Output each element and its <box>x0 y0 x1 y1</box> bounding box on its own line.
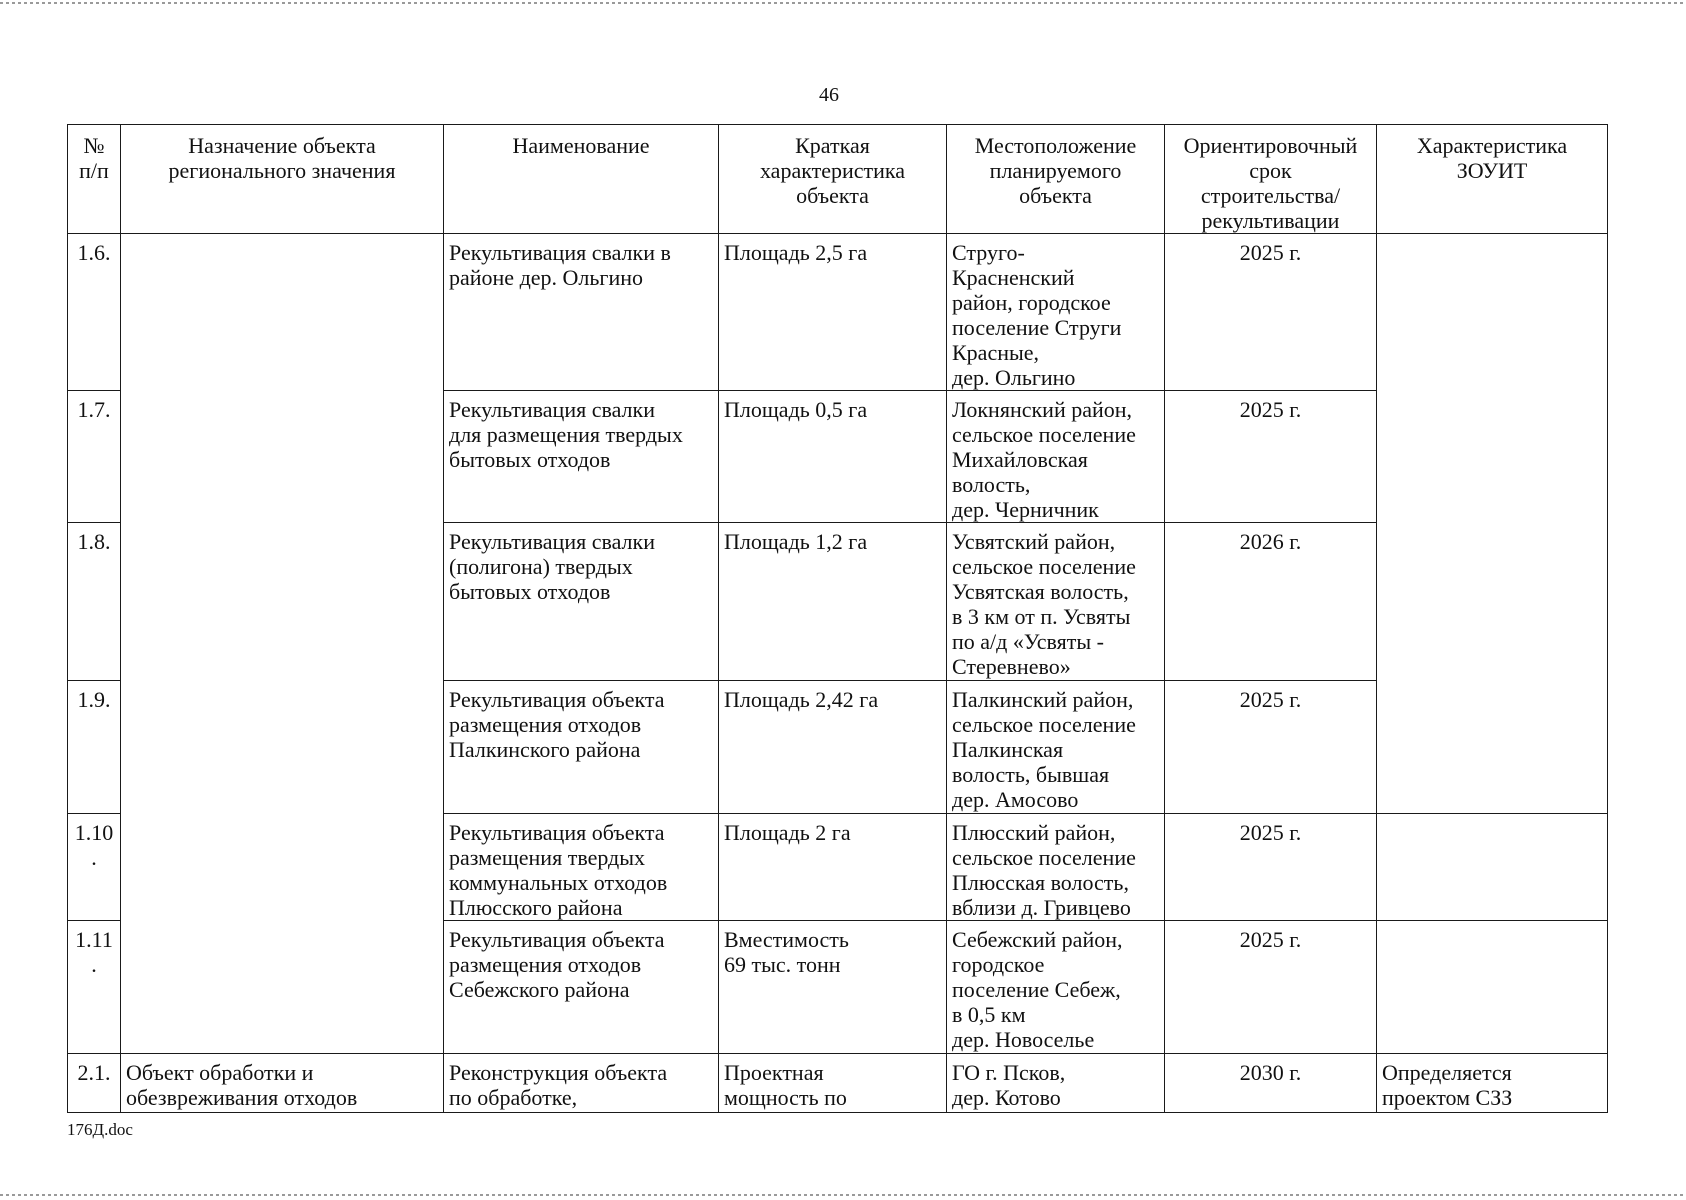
row-term: 2025 г. <box>1165 234 1377 391</box>
header-num-line: № <box>83 133 105 158</box>
table-row <box>68 234 1608 391</box>
page-number: 46 <box>819 84 839 106</box>
header-term-line: срок <box>1249 158 1292 183</box>
row-name <box>444 391 719 523</box>
row-name <box>444 681 719 814</box>
name-line: Рекультивация объекта <box>449 927 665 952</box>
header-location <box>947 125 1165 234</box>
name-line: Рекультивация объекта <box>449 820 665 845</box>
row-num: 1.6. <box>68 234 121 391</box>
row-name <box>444 921 719 1054</box>
location-line: район, городское <box>952 290 1111 315</box>
row-num: 2.1. <box>68 1054 121 1113</box>
name-line: Рекультивация свалки <box>449 397 655 422</box>
brief-line: Проектная <box>724 1060 824 1085</box>
name-line: размещения твердых <box>449 845 646 870</box>
location-line: сельское поселение <box>952 422 1136 447</box>
row-name <box>444 814 719 921</box>
name-line: коммунальных отходов <box>449 870 668 895</box>
location-line: Красные, <box>952 340 1040 365</box>
row-brief <box>719 921 947 1054</box>
location-line: дер. Котово <box>952 1085 1061 1110</box>
table-header-row <box>68 125 1608 234</box>
name-line: Рекультивация свалки <box>449 529 655 554</box>
header-term-line: рекультивации <box>1201 208 1340 233</box>
location-line: поселение Струги <box>952 315 1122 340</box>
row-location <box>947 681 1165 814</box>
header-zouit-line: ЗОУИТ <box>1456 158 1528 183</box>
header-location-line: объекта <box>1019 183 1092 208</box>
table-row <box>68 1054 1608 1113</box>
name-line: Рекультивация объекта <box>449 687 665 712</box>
row-term: 2025 г. <box>1165 391 1377 523</box>
location-line: Палкинский район, <box>952 687 1134 712</box>
purpose-cell-merged <box>121 234 444 1054</box>
footer-file-name: 176Д.doc <box>67 1120 133 1139</box>
location-line: в 0,5 км <box>952 1002 1026 1027</box>
name-line: для размещения твердых <box>449 422 683 447</box>
location-line: Усвятская волость, <box>952 579 1129 604</box>
row-brief <box>719 681 947 814</box>
brief-line: Площадь 2,5 га <box>724 240 868 265</box>
row-location <box>947 234 1165 391</box>
name-line: бытовых отходов <box>449 579 611 604</box>
row-name <box>444 1054 719 1113</box>
header-brief-line: объекта <box>796 183 869 208</box>
row-name <box>444 523 719 681</box>
location-line: сельское поселение <box>952 845 1136 870</box>
header-purpose-line: Назначение объекта <box>188 133 376 158</box>
row-purpose <box>121 1054 444 1113</box>
row-term: 2030 г. <box>1165 1054 1377 1113</box>
location-line: Локнянский район, <box>952 397 1133 422</box>
location-line: Плюсская волость, <box>952 870 1129 895</box>
row-num: 1.10. <box>68 814 121 921</box>
brief-line: Вместимость <box>724 927 849 952</box>
header-purpose-line: регионального значения <box>168 158 396 183</box>
header-name-line: Наименование <box>512 133 650 158</box>
row-term: 2025 г. <box>1165 921 1377 1054</box>
row-location <box>947 523 1165 681</box>
row-term: 2026 г. <box>1165 523 1377 681</box>
scan-edge-top <box>0 2 1686 4</box>
row-brief <box>719 234 947 391</box>
row-num: 1.7. <box>68 391 121 523</box>
row-zouit <box>1377 921 1608 1054</box>
row-num: 1.11. <box>68 921 121 1054</box>
name-line: размещения отходов <box>449 712 642 737</box>
name-line: Рекультивация свалки в <box>449 240 671 265</box>
brief-line: 69 тыс. тонн <box>724 952 841 977</box>
row-zouit <box>1377 814 1608 921</box>
brief-line: мощность по <box>724 1085 847 1110</box>
header-brief-line: характеристика <box>759 158 906 183</box>
location-line: волость, бывшая <box>952 762 1110 787</box>
zouit-line: Определяется <box>1382 1060 1512 1085</box>
row-location <box>947 1054 1165 1113</box>
location-line: волость, <box>952 472 1031 497</box>
header-term <box>1165 125 1377 234</box>
header-name <box>444 125 719 234</box>
location-line: Стеревнево» <box>952 654 1071 679</box>
row-brief <box>719 1054 947 1113</box>
location-line: Себежский район, <box>952 927 1123 952</box>
location-line: по а/д «Усвяты - <box>952 629 1104 654</box>
row-location <box>947 921 1165 1054</box>
row-num: 1.9. <box>68 681 121 814</box>
row-brief <box>719 523 947 681</box>
row-term: 2025 г. <box>1165 681 1377 814</box>
header-term-line: строительства/ <box>1200 183 1341 208</box>
objects-table <box>67 124 1608 1113</box>
zouit-line: проектом СЗЗ <box>1382 1085 1513 1110</box>
name-line: Реконструкция объекта <box>449 1060 668 1085</box>
brief-line: Площадь 1,2 га <box>724 529 868 554</box>
location-line: Михайловская <box>952 447 1088 472</box>
header-brief <box>719 125 947 234</box>
name-line: размещения отходов <box>449 952 642 977</box>
brief-line: Площадь 0,5 га <box>724 397 868 422</box>
location-line: дер. Амосово <box>952 787 1079 812</box>
row-term: 2025 г. <box>1165 814 1377 921</box>
row-location <box>947 391 1165 523</box>
location-line: Струго- <box>952 240 1025 265</box>
row-num: 1.8. <box>68 523 121 681</box>
location-line: поселение Себеж, <box>952 977 1121 1002</box>
location-line: Плюсский район, <box>952 820 1116 845</box>
location-line: вблизи д. Гривцево <box>952 895 1131 920</box>
header-zouit <box>1377 125 1608 234</box>
header-location-line: планируемого <box>989 158 1122 183</box>
row-location <box>947 814 1165 921</box>
brief-line: Площадь 2,42 га <box>724 687 879 712</box>
location-line: дер. Новоселье <box>952 1027 1095 1052</box>
scan-edge-bottom <box>0 1194 1686 1196</box>
name-line: Себежского района <box>449 977 630 1002</box>
location-line: Красненский <box>952 265 1075 290</box>
name-line: Палкинского района <box>449 737 641 762</box>
purpose-line: обезвреживания отходов <box>126 1085 358 1110</box>
row-brief <box>719 814 947 921</box>
zouit-cell-merged <box>1377 234 1608 814</box>
header-purpose <box>121 125 444 234</box>
header-location-line: Местоположение <box>974 133 1137 158</box>
name-line: Плюсского района <box>449 895 623 920</box>
location-line: дер. Черничник <box>952 497 1099 522</box>
header-num-line: п/п <box>79 158 109 183</box>
location-line: сельское поселение <box>952 554 1136 579</box>
location-line: в 3 км от п. Усвяты <box>952 604 1131 629</box>
location-line: городское <box>952 952 1045 977</box>
name-line: бытовых отходов <box>449 447 611 472</box>
row-name <box>444 234 719 391</box>
row-brief <box>719 391 947 523</box>
header-term-line: Ориентировочный <box>1183 133 1358 158</box>
location-line: дер. Ольгино <box>952 365 1076 390</box>
header-num <box>68 125 121 234</box>
location-line: ГО г. Псков, <box>952 1060 1066 1085</box>
row-zouit <box>1377 1054 1608 1113</box>
brief-line: Площадь 2 га <box>724 820 851 845</box>
purpose-line: Объект обработки и <box>126 1060 314 1085</box>
header-zouit-line: Характеристика <box>1416 133 1568 158</box>
name-line: по обработке, <box>449 1085 578 1110</box>
location-line: Усвятский район, <box>952 529 1116 554</box>
header-brief-line: Краткая <box>795 133 870 158</box>
location-line: сельское поселение <box>952 712 1136 737</box>
name-line: районе дер. Ольгино <box>449 265 644 290</box>
name-line: (полигона) твердых <box>449 554 633 579</box>
location-line: Палкинская <box>952 737 1064 762</box>
